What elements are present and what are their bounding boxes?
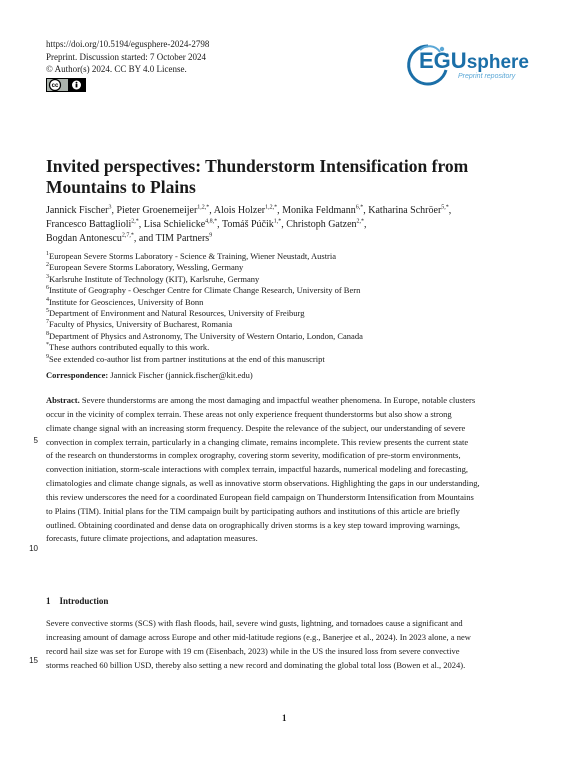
affiliation: $^7$Faculty of Physics, University of Bucharest, Romania [46,319,233,330]
page-number: 1 [282,713,287,723]
abstract-line: climate change signal with an increasing storm frequency. Despite the relevance of the subject, our understanding of severe [46,422,466,433]
correspondence [46,370,253,380]
abstract-line: convection initiation, storm-scale interactions with complex terrain, impactful hazards, numerical modeling and forecasting, [46,464,469,475]
author-list: Jannick Fischer$^3$, Pieter Groenemeijer$^{1,2,*}$, Alois Holzer$^{1,2,*}$, Monika Feldmann$^{6,*}$, Katharina Schröer$^{5,*}$, Francesco Battaglioli$^{2,*}$, Lisa Schielicke$^{4,8,*}$, Tomáš Púčik$^{1,*}$, Christoph Gatzen$^{2,*}$, Bogdan Antonescu$^{2,7,*}$, and TIM Partners$^9$ [46,204,452,245]
author: TIM Partners$^9$ [155,233,213,245]
abstract-line: to Plains (TIM). Initial plans for the TIM campaign built by participating authors and institutions of this article are briefly [46,505,460,516]
author: Pieter Groenemeijer$^{1,2,*}$ [116,204,210,216]
doi-link[interactable]: https://doi.org/10.5194/egusphere-2024-2798 [46,39,210,49]
logo-brand-tail: sphere [466,52,529,73]
affiliation: $^1$European Severe Storms Laboratory - Science & Training, Wiener Neustadt, Austria [46,251,337,261]
preprint-status: Preprint. Discussion started: 7 October 2024 [46,51,206,62]
abstract-label: Abstract. [46,395,80,405]
paper-title: Invited perspectives: Thunderstorm Intensification from Mountains to Plains [46,156,469,197]
section-heading [46,596,108,606]
line-number: 5 [33,436,38,445]
author: Tomáš Púčik$^{1,*}$ [221,218,282,231]
line-number: 10 [29,544,38,553]
affiliation: $^6$Institute of Geography - Oeschger Centre for Climate Change Research, University of Bern [46,285,361,296]
intro-paragraph [46,617,530,672]
affiliation: $^9$See extended co-author list from partner institutions at the end of this manuscript [46,353,325,364]
intro-line: record hail size was set for Europe with 19 cm (Eisenbach, 2023) while in the US the insured loss from severe convective [46,645,460,656]
affiliation: $^4$Institute for Geosciences, University of Bonn [46,296,204,307]
logo-wordmark [419,48,529,74]
author: Bogdan Antonescu$^{2,7,*}$ [46,233,134,245]
author: Lisa Schielicke$^{4,8,*}$ [143,218,218,231]
correspondence-label: Correspondence: [46,370,109,380]
affiliation: *These authors contributed equally to this work. [46,342,210,353]
author: Katharina Schröer$^{5,*}$ [368,204,449,216]
license-text: © Author(s) 2024. CC BY 4.0 License. [46,64,187,74]
abstract-line: Abstract. Severe thunderstorms are among the most damaging and impactful weather phenomena. In Europe, notable clusters [46,395,476,405]
abstract-line: outlined. Obtaining coordinated and dense data on orographically driven storms is a key step toward improving warnings, [46,519,461,530]
cc-by-icon [46,78,86,92]
author: Francesco Battaglioli$^{2,*}$ [46,218,139,231]
logo-tagline: Preprint repository [458,73,516,80]
affiliation: $^3$Karlsruhe Institute of Technology (KIT), Karlsruhe, Germany [46,273,260,284]
section-number: 1 [46,596,51,606]
author: Jannick Fischer$^3$ [46,204,112,216]
correspondence-text[interactable]: Jannick Fischer (jannick.fischer@kit.edu) [110,370,253,380]
author: Monika Feldmann$^{6,*}$ [282,204,364,216]
section-title: Introduction [59,596,109,606]
header-meta [46,38,209,95]
intro-line: Severe convective storms (SCS) with flash floods, hail, severe wind gusts, lightning, and tornadoes cause a significant and [46,618,463,628]
abstract-line: climatologies and climate change signals, as well as innovative storm observations. Highlighting the gaps in our understanding, [46,478,480,489]
cc-by-badge[interactable] [46,78,86,96]
abstract-line: this review underscores the need for a coordinated European field campaign on Thunderstorm Intensification from Mountains [46,491,474,502]
affiliation-list [46,251,536,365]
affiliation: $^2$European Severe Storms Laboratory, Wessling, Germany [46,262,244,273]
abstract-line: of the research on thunderstorms in complex orography, covering storm severity, modification of pre-storm environments, [46,450,461,461]
author: Christoph Gatzen$^{2,*}$ [286,218,365,231]
affiliation: $^5$Department of Environment and Natural Resources, University of Freiburg [46,308,305,319]
abstract-line: convection in complex terrain, particularly in a changing climate, remains incomplete. This review presents the current state [46,436,469,447]
author: Alois Holzer$^{1,2,*}$ [213,204,278,216]
svg-text:cc: cc [51,82,59,89]
abstract [46,394,530,546]
abstract-line: forecasts, future climate projections, and adaptation measures. [46,533,258,544]
intro-line: storms reached 60 billion USD, thereby also setting a new record and dominating the global total loss (Bowen et al., 2024). [46,659,466,670]
logo-brand-main: EGU [419,48,467,73]
intro-line: increasing amount of damage across Europe and other mid-latitude regions (e.g., Banerjee et al., 2024). In 2023 alone, a new [46,631,471,642]
abstract-line: occur in the vicinity of complex terrain. These areas not only experience frequent thunderstorms but also show a strong [46,408,452,419]
egusphere-logo[interactable] [406,40,532,88]
line-number: 15 [29,656,38,665]
affiliation: $^8$Department of Physics and Astronomy, The University of Western Ontario, London, Canada [46,330,363,341]
